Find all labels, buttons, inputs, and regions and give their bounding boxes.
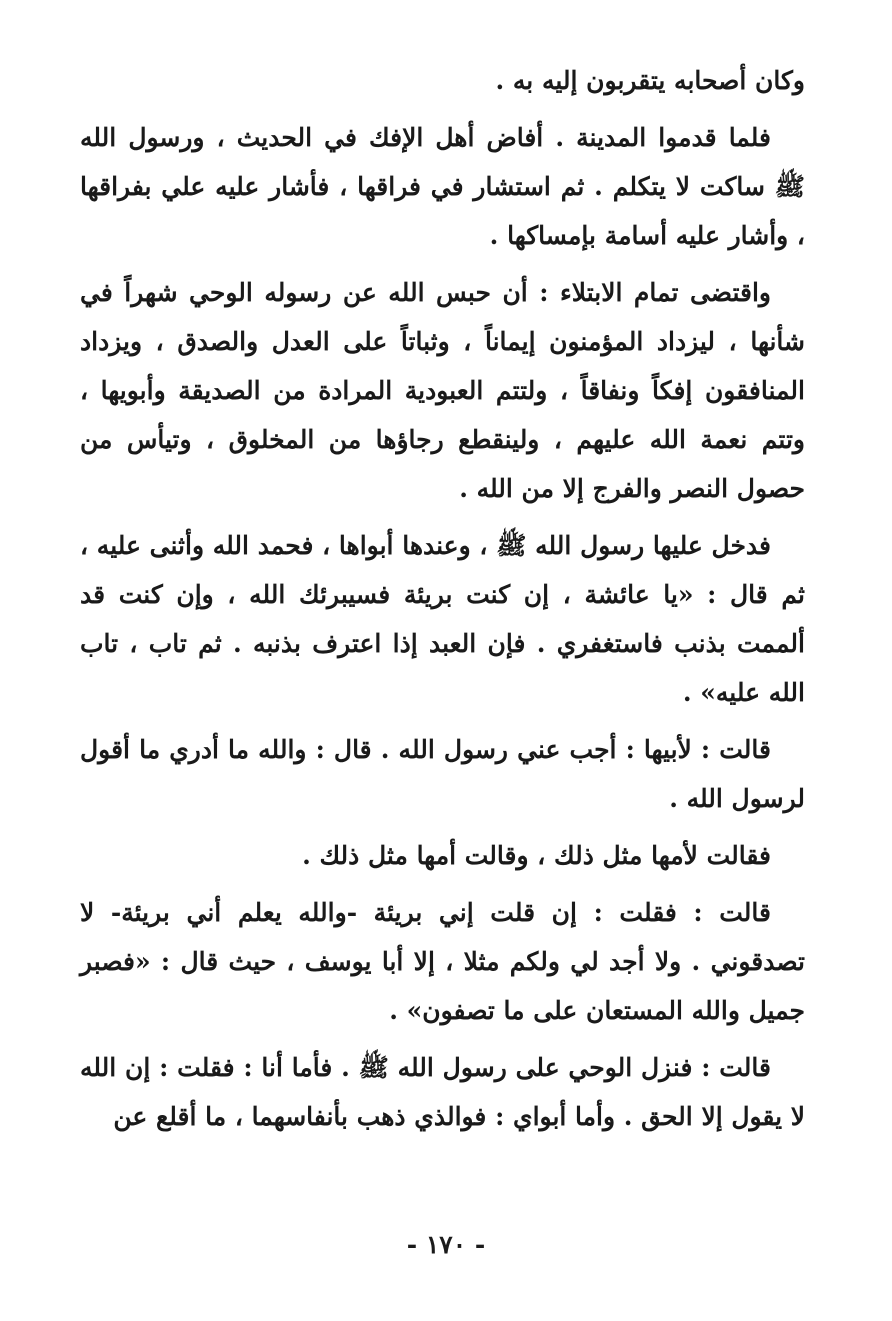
page-body (80, 56, 805, 1141)
paragraph-7: قالت : فقلت : إن قلت إني بريئة -والله يعلم أني بريئة- لا تصدقوني . ولا أجد لي ولكم مثلا ، إلا أبا يوسف ، حيث قال : «فصبر جميل والله المستعان على ما تصفون» . (80, 898, 805, 1025)
paragraph-6: فقالت لأمها مثل ذلك ، وقالت أمها مثل ذلك . (302, 841, 771, 870)
page-number: - ١٧٠ - (406, 1230, 486, 1259)
paragraph-1: وكان أصحابه يتقربون إليه به . (495, 66, 805, 95)
paragraph-8: قالت : فنزل الوحي على رسول الله ﷺ . فأما أنا : فقلت : إن الله لا يقول إلا الحق . وأما أبواي : فوالذي ذهب بأنفاسهما ، ما أقلع عن (80, 1053, 805, 1131)
paragraph-3: واقتضى تمام الابتلاء : أن حبس الله عن رسوله الوحي شهراً في شأنها ، ليزداد المؤمنون إيماناً ، وثباتاً على العدل والصدق ، ويزداد المنافقون إفكاً ونفاقاً ، ولتتم العبودية المرادة من الصديقة وأبويها ، وتتم نعمة الله عليهم ، ولينقطع رجاؤها من المخلوق ، وتيأس من حصول النصر والفرج إلا من الله . (80, 278, 805, 503)
paragraph-5: قالت : لأبيها : أجب عني رسول الله . قال : والله ما أدري ما أقول لرسول الله . (80, 735, 805, 813)
paragraph-4: فدخل عليها رسول الله ﷺ ، وعندها أبواها ، فحمد الله وأثنى عليه ، ثم قال : «يا عائشة ، إن كنت بريئة فسيبرئك الله ، وإن كنت قد ألممت بذنب فاستغفري . فإن العبد إذا اعترف بذنبه . ثم تاب ، تاب الله عليه» . (80, 531, 805, 707)
paragraph-2: فلما قدموا المدينة . أفاض أهل الإفك في الحديث ، ورسول الله ﷺ ساكت لا يتكلم . ثم استشار في فراقها ، فأشار عليه علي بفراقها ، وأشار عليه أسامة بإمساكها . (80, 123, 805, 250)
